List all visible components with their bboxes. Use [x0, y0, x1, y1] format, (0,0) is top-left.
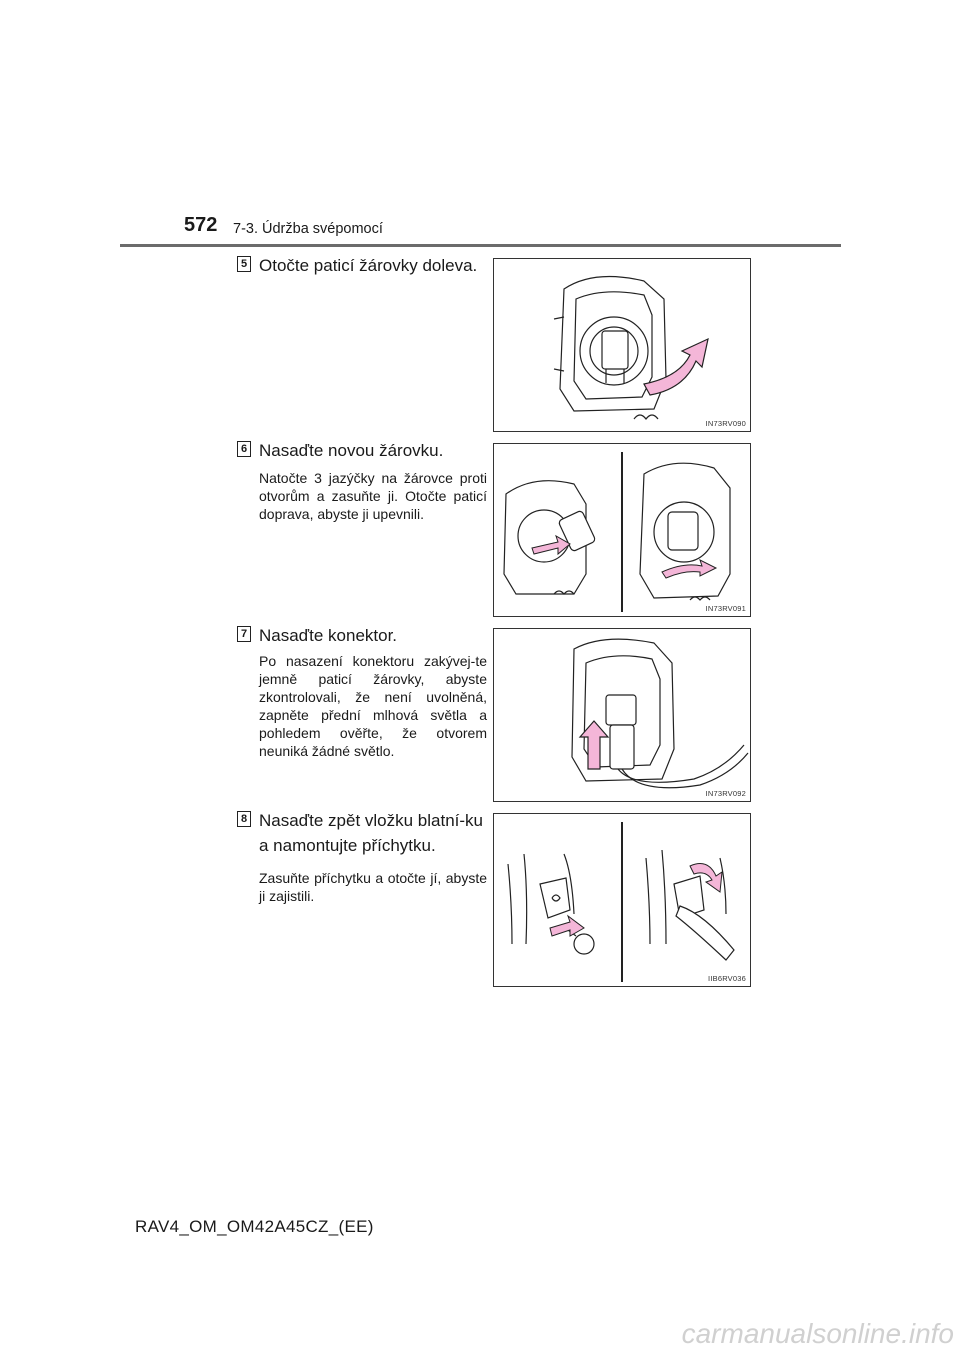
- connector-installation-illustration: [494, 629, 750, 801]
- figure-step-7: [493, 628, 751, 802]
- figure-step-8: [493, 813, 751, 987]
- bulb-insertion-illustration: [494, 444, 750, 616]
- figure-code: IIB6RV036: [708, 974, 746, 983]
- step-number-badge: 7: [237, 626, 251, 642]
- step-title: Otočte paticí žárovky doleva.: [259, 256, 478, 275]
- step-number-badge: 8: [237, 811, 251, 827]
- header-rule: [120, 244, 841, 247]
- step-title: Nasaďte novou žárovku.: [259, 441, 444, 460]
- watermark: carmanualsonline.info: [681, 1318, 954, 1349]
- figure-code: IN73RV090: [705, 419, 746, 428]
- step-title: Nasaďte zpět vložku blatní-ku a namontujte příchytku.: [259, 811, 484, 855]
- section-title: 7-3. Údržba svépomocí: [233, 221, 383, 237]
- footer-model-code: RAV4_OM_OM42A45CZ_(EE): [135, 1217, 374, 1236]
- step-number-badge: 6: [237, 441, 251, 457]
- figure-step-5: [493, 258, 751, 432]
- step-description: Po nasazení konektoru zakývej-te jemně paticí žárovky, abyste zkontrolovali, že není uvolněná, zapněte přední mlhová světla a pohledem ověřte, že otvorem neuniká žádné světlo.: [259, 653, 487, 759]
- step-number-badge: 5: [237, 256, 251, 272]
- step-description: Natočte 3 jazýčky na žárovce proti otvorům a zasuňte ji. Otočte paticí doprava, abyste ji upevnili.: [259, 470, 487, 522]
- figure-code: IN73RV092: [705, 789, 746, 798]
- step-description: Zasuňte příchytku a otočte jí, abyste ji zajistili.: [259, 870, 487, 904]
- headlamp-bulb-rotate-left-illustration: [494, 259, 750, 431]
- figure-step-6: [493, 443, 751, 617]
- figure-code: IN73RV091: [705, 604, 746, 613]
- page-number: 572: [184, 214, 218, 236]
- step-title: Nasaďte konektor.: [259, 626, 398, 645]
- clip-installation-illustration: [494, 814, 750, 986]
